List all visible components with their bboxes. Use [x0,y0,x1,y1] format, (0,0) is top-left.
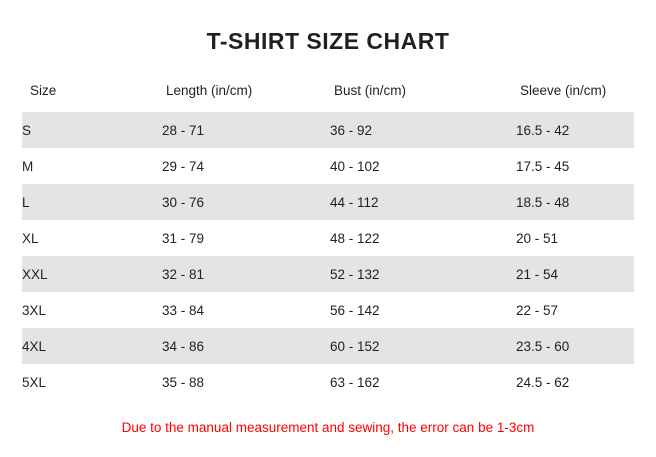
cell-length: 34 - 86 [162,328,330,364]
cell-length: 32 - 81 [162,256,330,292]
table-row [22,364,634,400]
table-row [22,256,634,292]
cell-length: 29 - 74 [162,148,330,184]
cell-size: 5XL [22,364,162,400]
page-title: T-SHIRT SIZE CHART [206,28,450,54]
cell-sleeve: 16.5 - 42 [516,112,634,148]
table-header [22,83,634,112]
cell-bust: 44 - 112 [330,184,516,220]
cell-sleeve: 20 - 51 [516,220,634,256]
cell-size: S [22,112,162,148]
size-chart-table [22,83,634,400]
cell-bust: 52 - 132 [330,256,516,292]
cell-size: M [22,148,162,184]
table-row [22,112,634,148]
column-header-sleeve: Sleeve (in/cm) [516,83,634,112]
cell-size: 3XL [22,292,162,328]
cell-sleeve: 21 - 54 [516,256,634,292]
column-header-size: Size [22,83,162,112]
cell-sleeve: 17.5 - 45 [516,148,634,184]
cell-length: 35 - 88 [162,364,330,400]
cell-bust: 56 - 142 [330,292,516,328]
cell-size: XL [22,220,162,256]
table-header-row [22,83,634,112]
cell-bust: 36 - 92 [330,112,516,148]
cell-size: 4XL [22,328,162,364]
table-body [22,112,634,400]
table-row [22,184,634,220]
column-header-length: Length (in/cm) [162,83,330,112]
cell-sleeve: 24.5 - 62 [516,364,634,400]
table-row [22,328,634,364]
cell-length: 33 - 84 [162,292,330,328]
cell-sleeve: 18.5 - 48 [516,184,634,220]
cell-length: 31 - 79 [162,220,330,256]
column-header-bust: Bust (in/cm) [330,83,516,112]
cell-size: L [22,184,162,220]
cell-sleeve: 23.5 - 60 [516,328,634,364]
cell-bust: 40 - 102 [330,148,516,184]
cell-length: 30 - 76 [162,184,330,220]
measurement-note: Due to the manual measurement and sewing, the error can be 1-3cm [121,420,535,435]
cell-sleeve: 22 - 57 [516,292,634,328]
table-row [22,148,634,184]
cell-bust: 48 - 122 [330,220,516,256]
cell-bust: 60 - 152 [330,328,516,364]
cell-length: 28 - 71 [162,112,330,148]
cell-bust: 63 - 162 [330,364,516,400]
cell-size: XXL [22,256,162,292]
table-row [22,220,634,256]
table-row [22,292,634,328]
